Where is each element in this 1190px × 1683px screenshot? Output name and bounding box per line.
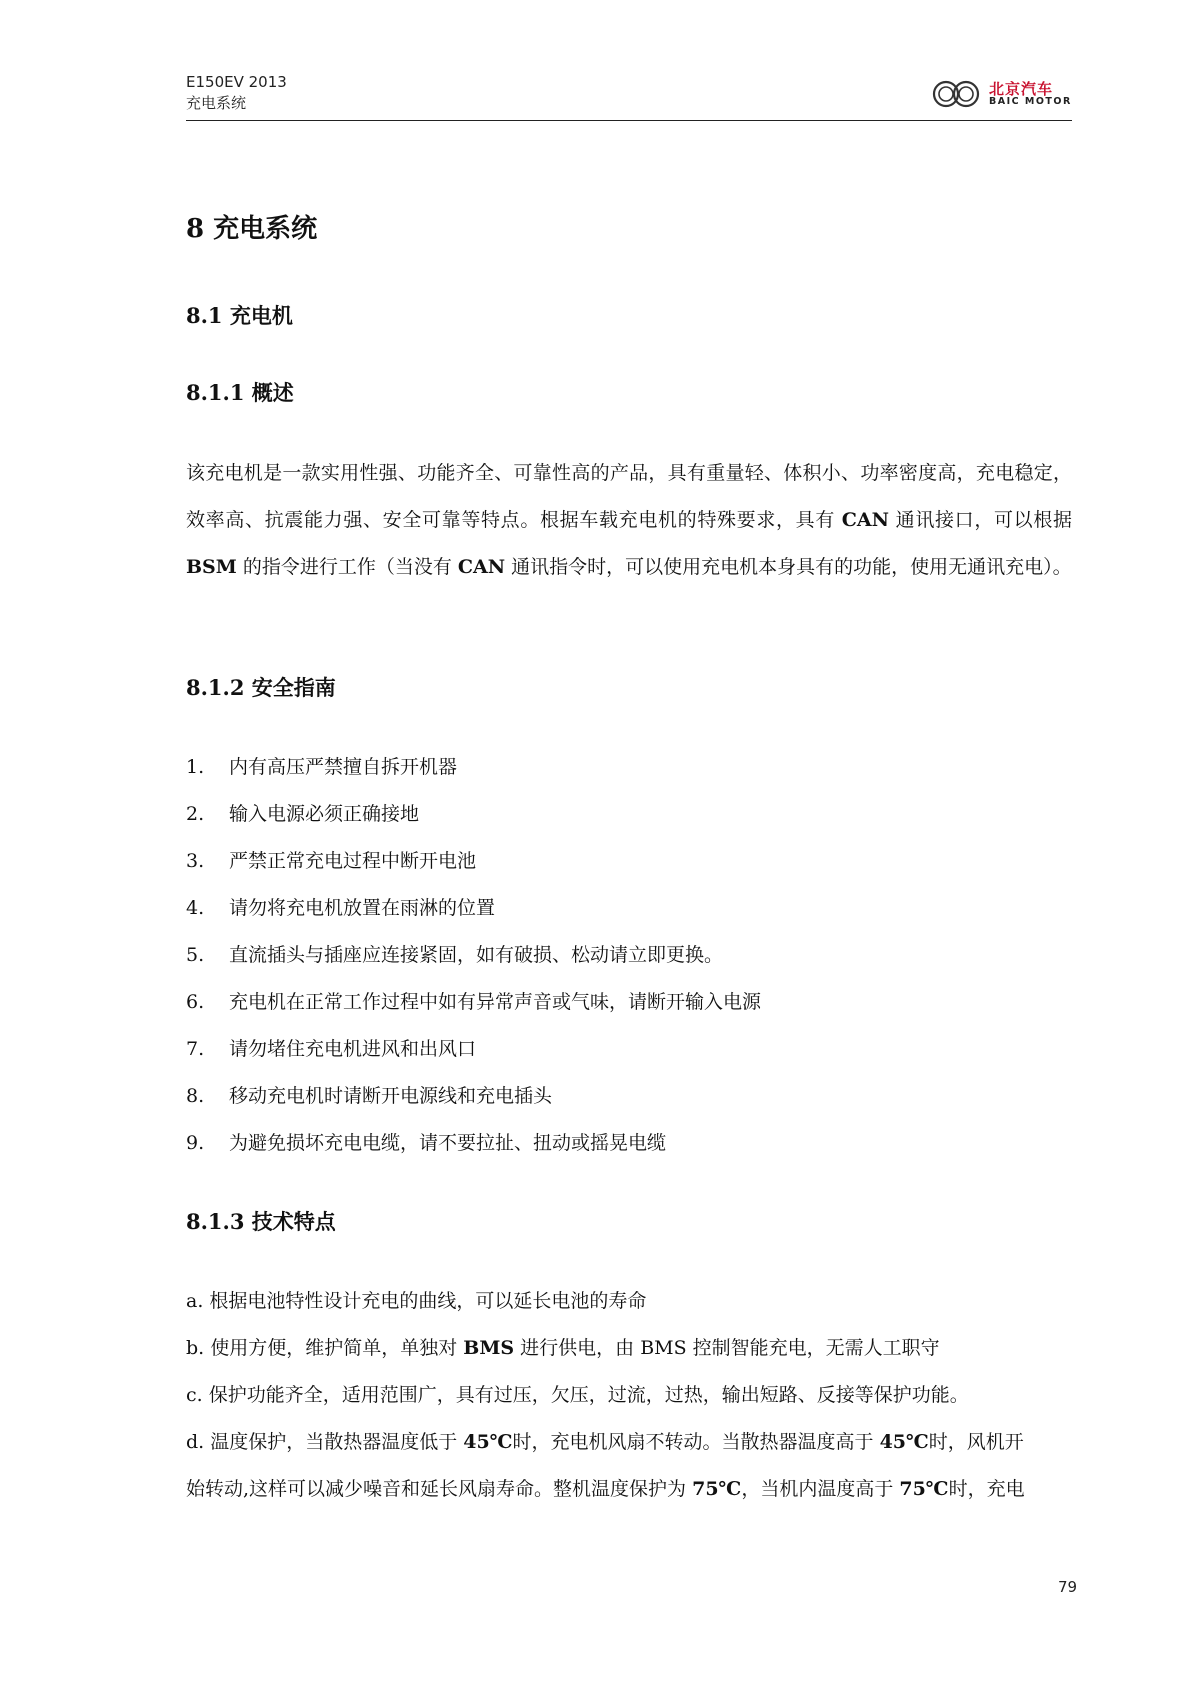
- header-section: 充电系统: [186, 94, 247, 112]
- feature-list: [186, 1278, 1072, 1513]
- header-divider: [186, 120, 1072, 121]
- header-model: E150EV 2013: [186, 73, 287, 91]
- feature-item-a: a. 根据电池特性设计充电的曲线，可以延长电池的寿命: [186, 1290, 647, 1312]
- logo-chinese-text: 北京汽车: [989, 80, 1054, 98]
- list-item: 6. 充电机在正常工作过程中如有异常声音或气味，请断开输入电源: [186, 991, 762, 1013]
- section-heading-8-1-3: 8.1.3 技术特点: [186, 1209, 336, 1234]
- list-item: 8. 移动充电机时请断开电源线和充电插头: [186, 1085, 553, 1107]
- safety-list: [186, 744, 761, 1167]
- list-item: 2. 输入电源必须正确接地: [186, 803, 420, 825]
- section-heading-8-1-1: 8.1.1 概述: [186, 380, 294, 405]
- list-item: 7. 请勿堵住充电机进风和出风口: [186, 1038, 477, 1060]
- header-text: [186, 72, 287, 114]
- baic-emblem-icon: [931, 79, 985, 109]
- page-number: 79: [1058, 1578, 1078, 1596]
- list-item: 4. 请勿将充电机放置在雨淋的位置: [186, 897, 496, 919]
- feature-item-d-continued: 始转动,这样可以减少噪音和延长风扇寿命。整机温度保护为 75℃，当机内温度高于 75℃时，充电: [186, 1478, 1025, 1500]
- list-item: 9. 为避免损坏充电电缆，请不要拉扯、扭动或摇晃电缆: [186, 1132, 667, 1154]
- feature-item-b: b. 使用方便，维护简单，单独对 BMS 进行供电，由 BMS 控制智能充电，无需人工职守: [186, 1337, 940, 1359]
- feature-item-c: c. 保护功能齐全，适用范围广，具有过压，欠压，过流，过热，输出短路、反接等保护功能。: [186, 1384, 969, 1406]
- feature-item-d: d. 温度保护，当散热器温度低于 45℃时，充电机风扇不转动。当散热器温度高于 45℃时，风机开: [186, 1431, 1024, 1453]
- chapter-title: 8 充电系统: [186, 214, 318, 244]
- section-heading-8-1-2: 8.1.2 安全指南: [186, 675, 336, 700]
- page-header: [186, 72, 1072, 122]
- overview-paragraph: 该充电机是一款实用性强、功能齐全、可靠性高的产品，具有重量轻、体积小、功率密度高，充电稳定，效率高、抗震能力强、安全可靠等特点。根据车载充电机的特殊要求，具有 CAN 通讯接口，可以根据 BSM 的指令进行工作（当没有 CAN 通讯指令时，可以使用充电机本身具有的功能，使用无通讯充电）。: [186, 462, 1072, 578]
- list-item: 5. 直流插头与插座应连接紧固，如有破损、松动请立即更换。: [186, 944, 724, 966]
- list-item: 1. 内有高压严禁擅自拆开机器: [186, 756, 458, 778]
- section-heading-8-1: 8.1 充电机: [186, 303, 293, 328]
- logo-english-text: BAIC MOTOR: [989, 96, 1072, 107]
- list-item: 3. 严禁正常充电过程中断开电池: [186, 850, 477, 872]
- baic-logo: [931, 77, 1071, 111]
